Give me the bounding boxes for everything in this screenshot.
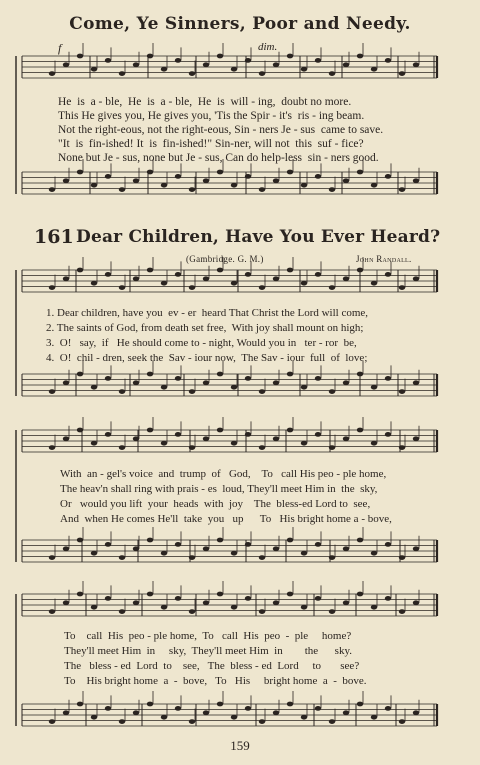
note-head <box>119 445 125 450</box>
note-head <box>147 428 153 433</box>
note-head <box>343 178 349 183</box>
note-head <box>91 183 97 188</box>
note-head <box>119 389 125 394</box>
note-head <box>273 436 279 441</box>
note-head <box>259 719 265 724</box>
note-head <box>105 596 111 601</box>
note-head <box>385 376 391 381</box>
note-head <box>189 187 195 192</box>
note-head <box>217 428 223 433</box>
note-head <box>231 715 237 720</box>
note-head <box>315 174 321 179</box>
note-head <box>49 389 55 394</box>
note-head <box>119 719 125 724</box>
note-head <box>343 436 349 441</box>
top-hymn-title: Come, Ye Sinners, Poor and Needy. <box>69 14 411 34</box>
note-head <box>385 174 391 179</box>
note-head <box>217 538 223 543</box>
note-head <box>245 174 251 179</box>
verse-line: 3. O! say, if He should come to - night, Would you in ter - ror be, <box>46 337 357 349</box>
note-head <box>231 183 237 188</box>
note-head <box>343 710 349 715</box>
note-head <box>133 62 139 67</box>
note-head <box>161 551 167 556</box>
verse-line: None but Je - sus, none but Je - sus, Can do help-less sin - ners good. <box>58 152 379 164</box>
note-head <box>301 441 307 446</box>
note-head <box>189 719 195 724</box>
note-head <box>189 389 195 394</box>
note-head <box>357 592 363 597</box>
verse-line: Or would you lift your heads with joy The bless-ed Lord to see, <box>60 498 371 510</box>
note-head <box>413 436 419 441</box>
note-head <box>273 546 279 551</box>
note-head <box>63 710 69 715</box>
note-head <box>399 389 405 394</box>
dynamic-dim: dim. <box>258 41 278 53</box>
note-head <box>301 281 307 286</box>
note-head <box>119 285 125 290</box>
note-head <box>189 445 195 450</box>
note-head <box>245 272 251 277</box>
note-head <box>413 546 419 551</box>
note-head <box>273 600 279 605</box>
note-head <box>133 178 139 183</box>
dynamic-forte: f <box>58 41 62 55</box>
note-head <box>315 376 321 381</box>
note-head <box>273 380 279 385</box>
note-head <box>413 600 419 605</box>
note-head <box>217 592 223 597</box>
note-head <box>357 428 363 433</box>
note-head <box>147 54 153 59</box>
note-head <box>301 551 307 556</box>
note-head <box>63 546 69 551</box>
page-number: 159 <box>230 738 250 753</box>
note-head <box>175 174 181 179</box>
note-head <box>259 445 265 450</box>
note-head <box>287 268 293 273</box>
note-head <box>77 592 83 597</box>
note-head <box>343 380 349 385</box>
verse-line: "It is fin-ished! It is fin-ished!" Sin-ner, will not this suf - fice? <box>58 138 364 150</box>
note-head <box>315 58 321 63</box>
note-head <box>91 551 97 556</box>
verse-line: This He gives you, He gives you, 'Tis the Spir - it's ris - ing beam. <box>58 110 365 122</box>
note-head <box>259 389 265 394</box>
note-head <box>315 272 321 277</box>
note-head <box>77 372 83 377</box>
note-head <box>245 58 251 63</box>
note-head <box>189 71 195 76</box>
note-head <box>301 385 307 390</box>
note-head <box>413 62 419 67</box>
note-head <box>273 276 279 281</box>
note-head <box>175 376 181 381</box>
note-head <box>343 546 349 551</box>
note-head <box>175 542 181 547</box>
note-head <box>49 445 55 450</box>
note-head <box>231 605 237 610</box>
note-head <box>147 170 153 175</box>
note-head <box>105 542 111 547</box>
note-head <box>385 432 391 437</box>
note-head <box>329 609 335 614</box>
note-head <box>231 67 237 72</box>
note-head <box>315 542 321 547</box>
verse-line: The bless - ed Lord to see, The bless - ed Lord to see? <box>64 660 360 672</box>
note-head <box>287 538 293 543</box>
hymn-title: Dear Children, Have You Ever Heard? <box>76 227 441 247</box>
verse-line: They'll meet Him in sky, They'll meet Him in the sky. <box>64 645 352 657</box>
note-head <box>245 596 251 601</box>
note-head <box>91 281 97 286</box>
note-head <box>399 71 405 76</box>
note-head <box>343 62 349 67</box>
note-head <box>273 710 279 715</box>
note-head <box>315 596 321 601</box>
note-head <box>413 178 419 183</box>
note-head <box>371 385 377 390</box>
tune-name: (Gambridge. G. M.) <box>186 254 264 264</box>
note-head <box>147 268 153 273</box>
note-head <box>119 71 125 76</box>
note-head <box>119 187 125 192</box>
note-head <box>91 385 97 390</box>
note-head <box>259 555 265 560</box>
note-head <box>189 285 195 290</box>
composer: John Randall. <box>356 254 412 264</box>
note-head <box>133 380 139 385</box>
note-head <box>329 719 335 724</box>
note-head <box>203 600 209 605</box>
note-head <box>203 276 209 281</box>
note-head <box>301 605 307 610</box>
note-head <box>133 600 139 605</box>
note-head <box>231 441 237 446</box>
note-head <box>161 183 167 188</box>
note-head <box>413 276 419 281</box>
note-head <box>217 170 223 175</box>
note-head <box>259 71 265 76</box>
note-head <box>189 609 195 614</box>
note-head <box>287 592 293 597</box>
note-head <box>357 702 363 707</box>
note-head <box>371 551 377 556</box>
verse-line: And when He comes He'll take you up To His bright home a - bove, <box>60 513 392 525</box>
note-head <box>385 706 391 711</box>
note-head <box>385 542 391 547</box>
note-head <box>399 609 405 614</box>
note-head <box>63 380 69 385</box>
note-head <box>301 715 307 720</box>
note-head <box>49 719 55 724</box>
note-head <box>399 445 405 450</box>
note-head <box>371 605 377 610</box>
note-head <box>385 272 391 277</box>
note-head <box>231 281 237 286</box>
note-head <box>357 268 363 273</box>
note-head <box>105 376 111 381</box>
note-head <box>245 542 251 547</box>
note-head <box>371 67 377 72</box>
note-head <box>105 58 111 63</box>
verse-line: To His bright home a - bove, To His bright home a - bove. <box>64 675 367 687</box>
note-head <box>175 58 181 63</box>
verse-line: The heav'n shall ring with prais - es loud, They'll meet Him in the sky, <box>60 483 378 495</box>
note-head <box>133 710 139 715</box>
note-head <box>329 445 335 450</box>
note-head <box>133 276 139 281</box>
note-head <box>161 715 167 720</box>
note-head <box>217 702 223 707</box>
note-head <box>91 67 97 72</box>
hymn-header <box>0 224 480 250</box>
note-head <box>273 178 279 183</box>
note-head <box>49 187 55 192</box>
note-head <box>259 609 265 614</box>
note-head <box>329 389 335 394</box>
verse-line: With an - gel's voice and trump of God, To call His peo - ple home, <box>60 468 387 480</box>
note-head <box>371 183 377 188</box>
note-head <box>259 187 265 192</box>
note-head <box>105 432 111 437</box>
note-head <box>203 380 209 385</box>
hymn-number: 161 <box>34 226 74 248</box>
note-head <box>105 272 111 277</box>
note-head <box>77 702 83 707</box>
note-head <box>399 555 405 560</box>
note-head <box>203 178 209 183</box>
note-head <box>371 441 377 446</box>
note-head <box>133 436 139 441</box>
note-head <box>413 380 419 385</box>
note-head <box>399 285 405 290</box>
note-head <box>49 285 55 290</box>
note-head <box>63 276 69 281</box>
note-head <box>105 706 111 711</box>
note-head <box>175 596 181 601</box>
note-head <box>189 555 195 560</box>
note-head <box>119 609 125 614</box>
note-head <box>63 436 69 441</box>
note-head <box>287 170 293 175</box>
note-head <box>357 54 363 59</box>
note-head <box>231 551 237 556</box>
note-head <box>217 54 223 59</box>
note-head <box>273 62 279 67</box>
note-head <box>357 372 363 377</box>
note-head <box>49 609 55 614</box>
note-head <box>105 174 111 179</box>
note-head <box>161 67 167 72</box>
note-head <box>203 62 209 67</box>
note-head <box>301 183 307 188</box>
note-head <box>91 441 97 446</box>
note-head <box>315 432 321 437</box>
note-head <box>77 54 83 59</box>
note-head <box>175 272 181 277</box>
note-head <box>245 432 251 437</box>
note-head <box>329 285 335 290</box>
note-head <box>91 605 97 610</box>
note-head <box>245 376 251 381</box>
note-head <box>217 372 223 377</box>
note-head <box>77 268 83 273</box>
note-head <box>329 555 335 560</box>
note-head <box>343 276 349 281</box>
note-head <box>385 58 391 63</box>
note-head <box>203 546 209 551</box>
note-head <box>119 555 125 560</box>
note-head <box>63 600 69 605</box>
note-head <box>357 538 363 543</box>
note-head <box>287 372 293 377</box>
note-head <box>371 281 377 286</box>
note-head <box>161 441 167 446</box>
note-head <box>175 432 181 437</box>
note-head <box>259 285 265 290</box>
note-head <box>385 596 391 601</box>
note-head <box>301 67 307 72</box>
verse-line: He is a - ble, He is a - ble, He is will - ing, doubt no more. <box>58 96 352 108</box>
note-head <box>245 706 251 711</box>
note-head <box>287 428 293 433</box>
note-head <box>77 428 83 433</box>
note-head <box>147 538 153 543</box>
note-head <box>287 54 293 59</box>
note-head <box>91 715 97 720</box>
note-head <box>147 372 153 377</box>
note-head <box>399 719 405 724</box>
verse-line: To call His peo - ple home, To call His peo - ple home? <box>64 630 352 642</box>
note-head <box>63 178 69 183</box>
note-head <box>161 605 167 610</box>
verse-line: 4. O! chil - dren, seek the Sav - iour now, The Sav - iour full of love; <box>46 352 368 364</box>
note-head <box>49 555 55 560</box>
verse-line: 1. Dear children, have you ev - er heard That Christ the Lord will come, <box>46 307 369 319</box>
note-head <box>63 62 69 67</box>
note-head <box>203 436 209 441</box>
note-head <box>77 538 83 543</box>
note-head <box>203 710 209 715</box>
note-head <box>329 71 335 76</box>
verse-line: Not the right-eous, not the right-eous, Sin - ners Je - sus came to save. <box>58 124 384 136</box>
note-head <box>147 702 153 707</box>
note-head <box>315 706 321 711</box>
note-head <box>147 592 153 597</box>
note-head <box>217 268 223 273</box>
note-head <box>343 600 349 605</box>
note-head <box>357 170 363 175</box>
note-head <box>413 710 419 715</box>
note-head <box>77 170 83 175</box>
note-head <box>133 546 139 551</box>
note-head <box>49 71 55 76</box>
note-head <box>175 706 181 711</box>
note-head <box>231 385 237 390</box>
note-head <box>161 281 167 286</box>
note-head <box>371 715 377 720</box>
note-head <box>329 187 335 192</box>
verse-line: 2. The saints of God, from death set free, With joy shall mount on high; <box>46 322 364 334</box>
note-head <box>287 702 293 707</box>
note-head <box>399 187 405 192</box>
note-head <box>161 385 167 390</box>
